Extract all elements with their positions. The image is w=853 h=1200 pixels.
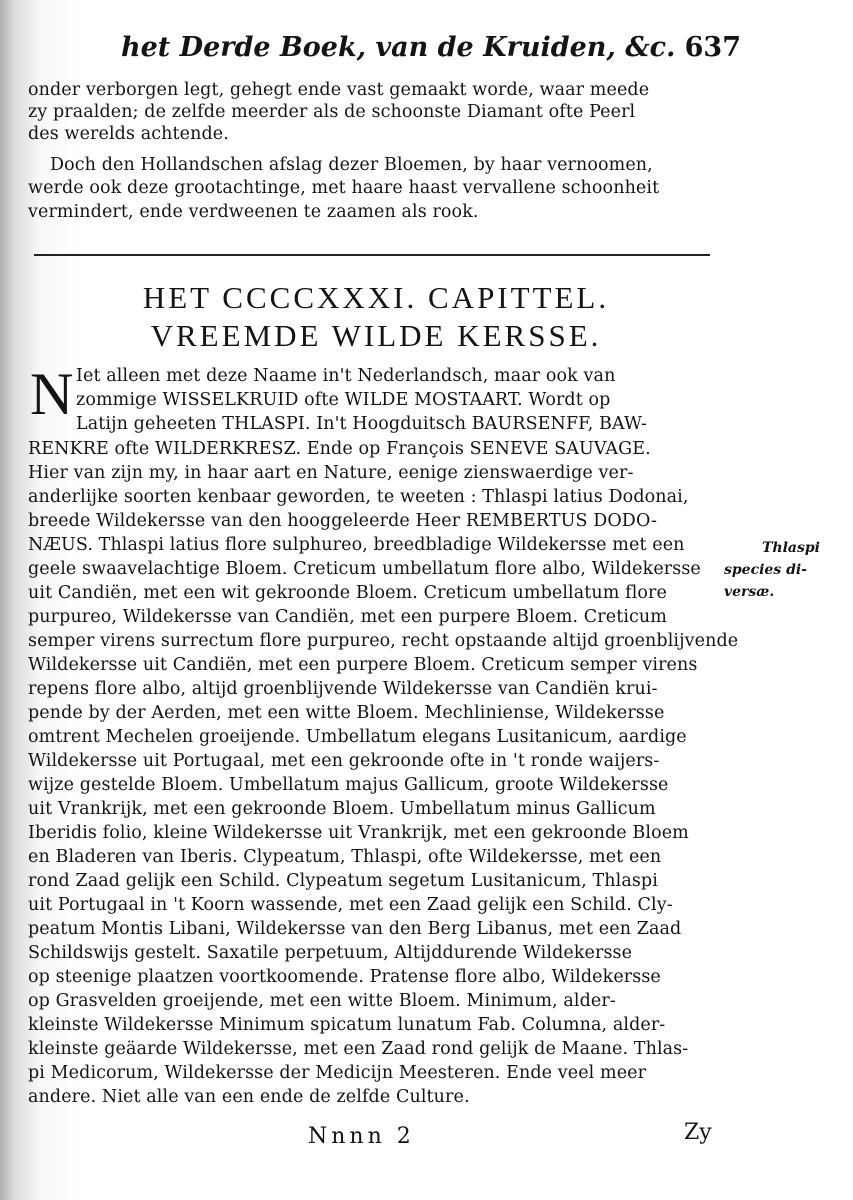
body-line: RENKRE ofte WILDERKRESZ. Ende op François SENEVE SAUVAGE.	[28, 439, 651, 459]
body-line: anderlijke soorten kenbaar geworden, te weeten : Thlaspi latius Dodonai,	[28, 487, 689, 507]
body-line: Latijn geheeten THLASPI. In't Hoogduitsch BAURSENFF, BAW-	[76, 414, 647, 434]
running-title: het Derde Boek, van de Kruiden, &c.	[121, 32, 676, 63]
body-line: breede Wildekersse van den hooggeleerde Heer REMBERTUS DODO-	[28, 511, 658, 531]
body-line: zommige WISSELKRUID ofte WILDE MOSTAART. Wordt op	[76, 390, 611, 410]
body-line: kleinste geäarde Wildekersse, met een Zaad rond gelijk de Maane. Thlas-	[28, 1039, 689, 1059]
book-page	[26, 10, 826, 1195]
margin-note-line: species di-	[724, 562, 808, 578]
body-line: uit Candiën, met een wit gekroonde Bloem. Creticum umbellatum flore	[28, 583, 667, 603]
body-line: Iberidis folio, kleine Wildekersse uit Vrankrijk, met een gekroonde Bloem	[28, 823, 689, 843]
body-line: pi Medicorum, Wildekersse der Medicijn Meesteren. Ende veel meer	[28, 1063, 647, 1083]
body-line: op steenige plaatzen voortkoomende. Pratense flore albo, Wildekersse	[28, 967, 661, 987]
intro-line: vermindert, ende verdweenen te zaamen als rook.	[28, 202, 479, 222]
signature-mark: Nnnn 2	[308, 1124, 415, 1149]
body-line: wijze gestelde Bloem. Umbellatum majus Gallicum, groote Wildekersse	[28, 775, 669, 795]
section-rule	[34, 254, 710, 256]
intro-line: Doch den Hollandschen afslag dezer Bloemen, by haar vernoomen,	[50, 155, 653, 175]
body-line: Wildekersse uit Portugaal, met een gekroonde ofte in 't ronde waijers-	[28, 751, 660, 771]
body-line: peatum Montis Libani, Wildekersse van den Berg Libanus, met een Zaad	[28, 919, 682, 939]
chapter-heading: HET CCCCXXXI. CAPITTEL.	[142, 280, 610, 315]
body-line: en Bladeren van Iberis. Clypeatum, Thlaspi, ofte Wildekersse, met een	[28, 847, 662, 867]
body-line: Schildswijs gestelt. Saxatile perpetuum, Altijddurende Wildekersse	[28, 943, 633, 963]
body-line: geele swaavelachtige Bloem. Creticum umbellatum flore albo, Wildekersse	[28, 559, 701, 579]
intro-line: werde ook deze grootachtinge, met haare haast vervallene schoonheit	[28, 178, 660, 198]
body-line: pende by der Aerden, met een witte Bloem. Mechliniense, Wildekersse	[28, 703, 665, 723]
body-line: Iet alleen met deze Naame in't Nederlandsch, maar ook van	[76, 366, 616, 386]
body-line: purpureo, Wildekersse van Candiën, met een purpere Bloem. Creticum	[28, 607, 667, 627]
body-line: semper virens surrectum flore purpureo, recht opstaande altijd groenblijvende	[28, 631, 739, 651]
body-line: kleinste Wildekersse Minimum spicatum lunatum Fab. Columna, alder-	[28, 1015, 666, 1035]
drop-capital: N	[30, 361, 74, 427]
body-line: omtrent Mechelen groeijende. Umbellatum elegans Lusitanicum, aardige	[28, 727, 687, 747]
body-line: Hier van zijn my, in haar aart en Nature, eenige zienswaerdige ver-	[28, 463, 634, 483]
body-line: NÆUS. Thlaspi latius flore sulphureo, breedbladige Wildekersse met een	[28, 535, 685, 555]
page-number: 637	[684, 32, 741, 63]
chapter-title: VREEMDE WILDE KERSSE.	[150, 318, 602, 353]
intro-line: des werelds achtende.	[28, 124, 229, 144]
running-head	[121, 32, 741, 72]
body-line: Wildekersse uit Candiën, met een purpere Bloem. Creticum semper virens	[28, 655, 698, 675]
body-line: repens flore albo, altijd groenblijvende Wildekersse van Candiën krui-	[28, 679, 658, 699]
body-line: rond Zaad gelijk een Schild. Clypeatum segetum Lusitanicum, Thlaspi	[28, 871, 658, 891]
intro-line: onder verborgen legt, gehegt ende vast gemaakt worde, waar meede	[28, 80, 650, 100]
catchword: Zy	[684, 1120, 712, 1145]
body-line: uit Portugaal in 't Koorn wassende, met een Zaad gelijk een Schild. Cly-	[28, 895, 673, 915]
body-line: andere. Niet alle van een ende de zelfde Culture.	[28, 1087, 470, 1107]
intro-line: zy praalden; de zelfde meerder als de schoonste Diamant ofte Peerl	[28, 102, 636, 122]
body-line: op Grasvelden groeijende, met een witte Bloem. Minimum, alder-	[28, 991, 616, 1011]
margin-note-line: versæ.	[724, 584, 775, 600]
margin-note-line: Thlaspi	[762, 540, 820, 556]
body-line: uit Vrankrijk, met een gekroonde Bloem. Umbellatum minus Gallicum	[28, 799, 656, 819]
